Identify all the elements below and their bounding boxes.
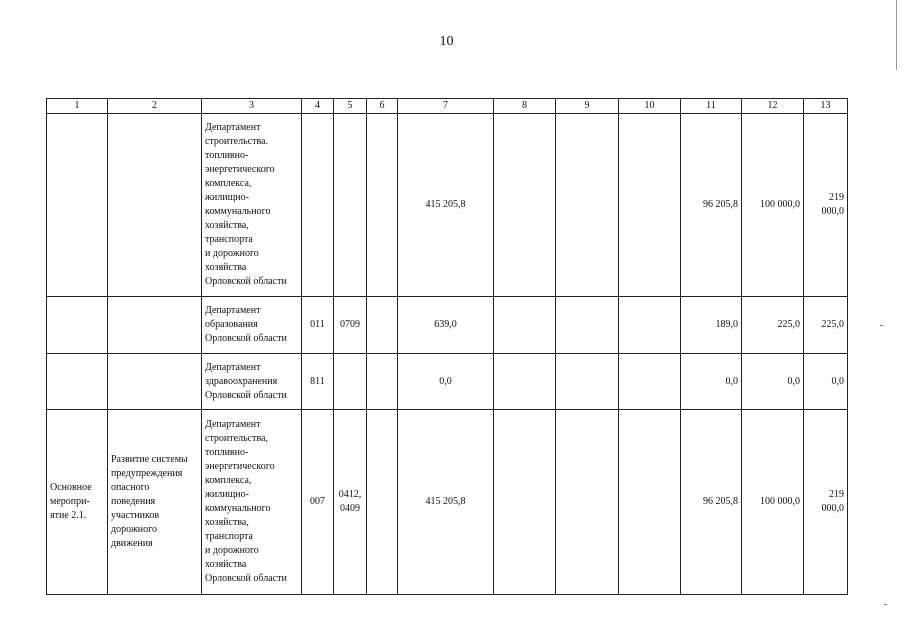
column-header-4: 4 bbox=[302, 99, 334, 114]
cell-col7: 639,0 bbox=[398, 297, 494, 354]
cell-text-line: Департамент bbox=[205, 361, 261, 373]
budget-table bbox=[46, 98, 848, 595]
cell-col9 bbox=[556, 114, 619, 297]
cell-text-line: движения bbox=[111, 538, 153, 549]
table-header-row bbox=[47, 99, 848, 114]
cell-text-line: коммунального bbox=[205, 503, 271, 514]
cell-text-line: коммунального bbox=[205, 206, 271, 217]
cell-text-line: поведения bbox=[111, 496, 156, 507]
cell-col10 bbox=[619, 114, 681, 297]
column-header-8: 8 bbox=[494, 99, 556, 114]
cell-col10 bbox=[619, 297, 681, 354]
cell-text-line: энергетического bbox=[205, 164, 275, 175]
cell-col4 bbox=[302, 114, 334, 297]
cell-col9 bbox=[556, 354, 619, 410]
table-row bbox=[47, 297, 848, 354]
cell-col7: 0,0 bbox=[398, 354, 494, 410]
cell-col13: 225,0 bbox=[804, 297, 848, 354]
cell-col6 bbox=[367, 114, 398, 297]
cell-col12: 100 000,0 bbox=[742, 114, 804, 297]
cell-text-line: Департамент bbox=[205, 122, 261, 133]
cell-text-line: Департамент bbox=[205, 305, 261, 316]
cell-col3 bbox=[202, 114, 302, 297]
cell-col12: 225,0 bbox=[742, 297, 804, 354]
cell-col1 bbox=[47, 354, 108, 410]
scan-edge-line bbox=[896, 0, 897, 70]
cell-text-line: 0412, bbox=[338, 489, 362, 500]
cell-text-line: здравоохранения bbox=[205, 375, 278, 387]
scan-speck bbox=[880, 325, 883, 326]
cell-col13: 219 000,0 bbox=[804, 114, 848, 297]
cell-text-line: предупреждения bbox=[111, 468, 183, 479]
cell-text-line: транспорта bbox=[205, 531, 253, 542]
table-row bbox=[47, 410, 848, 595]
cell-col2 bbox=[108, 354, 202, 410]
cell-text-line: Орловской области bbox=[205, 333, 287, 344]
cell-text-line: энергетического bbox=[205, 461, 275, 472]
cell-text-line: жилищно- bbox=[205, 192, 249, 203]
column-header-12: 12 bbox=[742, 99, 804, 114]
cell-text-line: хозяйства bbox=[205, 559, 247, 570]
cell-col1 bbox=[47, 297, 108, 354]
cell-col8 bbox=[494, 297, 556, 354]
cell-text-line: жилищно- bbox=[205, 489, 249, 500]
cell-col12: 0,0 bbox=[742, 354, 804, 410]
column-header-7: 7 bbox=[398, 99, 494, 114]
cell-text-line: хозяйства, bbox=[205, 517, 249, 528]
cell-col5 bbox=[334, 410, 367, 595]
cell-text-line: комплекса, bbox=[205, 475, 252, 486]
column-header-5: 5 bbox=[334, 99, 367, 114]
column-header-10: 10 bbox=[619, 99, 681, 114]
cell-col7: 415 205,8 bbox=[398, 114, 494, 297]
cell-text-line: транспорта bbox=[205, 234, 253, 245]
cell-col3 bbox=[202, 410, 302, 595]
cell-text-line: комплекса, bbox=[205, 178, 252, 189]
cell-text-line: меропри- bbox=[50, 496, 90, 507]
cell-col11: 96 205,8 bbox=[681, 114, 742, 297]
cell-col3 bbox=[202, 354, 302, 410]
cell-text-line: ятие 2.1. bbox=[50, 510, 87, 521]
cell-col11: 189,0 bbox=[681, 297, 742, 354]
cell-col12: 100 000,0 bbox=[742, 410, 804, 595]
cell-text-line: Основное bbox=[50, 482, 92, 493]
column-header-2: 2 bbox=[108, 99, 202, 114]
cell-text-line: Развитие системы bbox=[111, 454, 188, 465]
cell-col13: 219 000,0 bbox=[804, 410, 848, 595]
cell-col3 bbox=[202, 297, 302, 354]
cell-col5 bbox=[334, 297, 367, 354]
table-row bbox=[47, 114, 848, 297]
cell-col6 bbox=[367, 354, 398, 410]
cell-col2 bbox=[108, 410, 202, 595]
cell-text-line: Орловской области bbox=[205, 389, 287, 401]
cell-col5 bbox=[334, 114, 367, 297]
cell-text-line: строительства, bbox=[205, 433, 268, 444]
column-header-13: 13 bbox=[804, 99, 848, 114]
cell-col2 bbox=[108, 297, 202, 354]
cell-text-line: Орловской области bbox=[205, 276, 287, 287]
cell-col9 bbox=[556, 410, 619, 595]
cell-col6 bbox=[367, 297, 398, 354]
cell-text-line: хозяйства, bbox=[205, 220, 249, 231]
cell-col1 bbox=[47, 410, 108, 595]
cell-col7: 415 205,8 bbox=[398, 410, 494, 595]
table-row bbox=[47, 354, 848, 410]
cell-text-line: дорожного bbox=[111, 524, 157, 535]
page-number: 10 bbox=[439, 34, 454, 49]
cell-col6 bbox=[367, 410, 398, 595]
column-header-1: 1 bbox=[47, 99, 108, 114]
column-header-6: 6 bbox=[367, 99, 398, 114]
scan-speck bbox=[884, 604, 887, 605]
cell-text-line: 0409 bbox=[340, 503, 360, 514]
cell-col4: 811 bbox=[302, 354, 334, 410]
cell-col11: 0,0 bbox=[681, 354, 742, 410]
cell-text-line: участников bbox=[111, 510, 160, 521]
cell-text-line: опасного bbox=[111, 482, 150, 493]
column-header-9: 9 bbox=[556, 99, 619, 114]
cell-col10 bbox=[619, 410, 681, 595]
cell-col9 bbox=[556, 297, 619, 354]
cell-text-line: и дорожного bbox=[205, 248, 259, 259]
cell-text-line: Департамент bbox=[205, 419, 261, 430]
cell-col8 bbox=[494, 114, 556, 297]
cell-text-line: хозяйства bbox=[205, 262, 247, 273]
cell-col1 bbox=[47, 114, 108, 297]
cell-text-line: топливно- bbox=[205, 447, 249, 458]
cell-col4: 007 bbox=[302, 410, 334, 595]
cell-col11: 96 205,8 bbox=[681, 410, 742, 595]
column-header-3: 3 bbox=[202, 99, 302, 114]
cell-col4: 011 bbox=[302, 297, 334, 354]
cell-text-line: Орловской области bbox=[205, 573, 287, 584]
column-header-11: 11 bbox=[681, 99, 742, 114]
cell-col13: 0,0 bbox=[804, 354, 848, 410]
cell-text-line: топливно- bbox=[205, 150, 249, 161]
cell-text-line: 0709 bbox=[340, 319, 360, 330]
cell-col2 bbox=[108, 114, 202, 297]
cell-col5 bbox=[334, 354, 367, 410]
cell-text-line: образования bbox=[205, 319, 258, 330]
cell-col8 bbox=[494, 410, 556, 595]
cell-text-line: и дорожного bbox=[205, 545, 259, 556]
cell-col8 bbox=[494, 354, 556, 410]
cell-text-line: строительства. bbox=[205, 136, 268, 147]
cell-col10 bbox=[619, 354, 681, 410]
